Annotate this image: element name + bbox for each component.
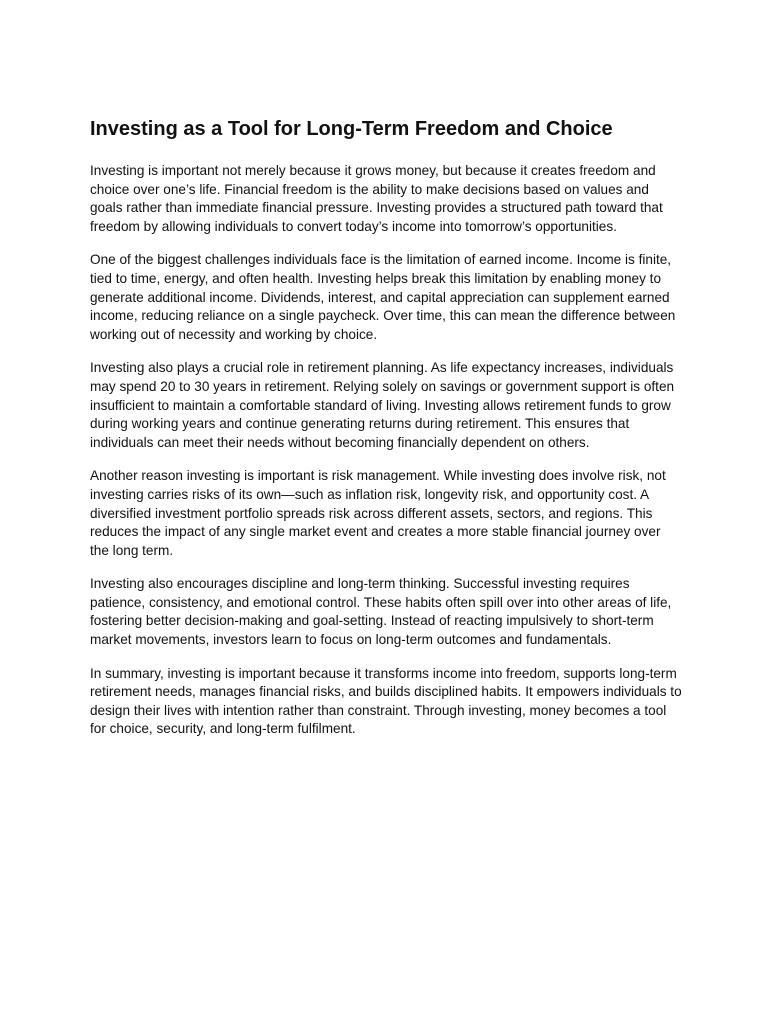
document-title: Investing as a Tool for Long-Term Freedom and Choice: [90, 118, 613, 140]
paragraph-1: Investing is important not merely because it grows money, but because it creates freedom and choice over one’s life. Financial freedom is the ability to make decisions based on values and goals rather than immediate financial pressure. Investing provides a structured path toward that freedom by allowing individuals to convert today’s income into tomorrow’s opportunities.: [90, 163, 663, 234]
paragraph-5: Investing also encourages discipline and long-term thinking. Successful investing requires patience, consistency, and emotional control. These habits often spill over into other areas of life, fostering better decision-making and goal-setting. Instead of reacting impulsively to short-term market movements, investors learn to focus on long-term outcomes and fundamentals.: [90, 576, 672, 648]
paragraph-3: Investing also plays a crucial role in retirement planning. As life expectancy increases, individuals may spend 20 to 30 years in retirement. Relying solely on savings or government support is often insufficient to maintain a comfortable standard of living. Investing allows retirement funds to grow during working years and continue generating returns during retirement. This ensures that individuals can meet their needs without becoming financially dependent on others.: [90, 360, 675, 450]
paragraph-2: One of the biggest challenges individuals face is the limitation of earned income. Income is finite, tied to time, energy, and often health. Investing helps break this limitation by enabling money to generate additional income. Dividends, interest, and capital appreciation can supplement earned income, reducing reliance on a single paycheck. Over time, this can mean the difference between working out of necessity and working by choice.: [90, 252, 676, 342]
paragraph-6: In summary, investing is important because it transforms income into freedom, supports long-term retirement needs, manages financial risks, and builds disciplined habits. It empowers individuals to design their lives with intention rather than constraint. Through investing, money becomes a tool for choice, security, and long-term fulfilment.: [90, 665, 682, 737]
paragraph-4: Another reason investing is important is risk management. While investing does involve risk, not investing carries risks of its own—such as inflation risk, longevity risk, and opportunity cost. A diversified investment portfolio spreads risk across different assets, sectors, and regions. This reduces the impact of any single market event and creates a more stable financial journey over the long term.: [90, 468, 666, 558]
document-content: [90, 116, 682, 754]
